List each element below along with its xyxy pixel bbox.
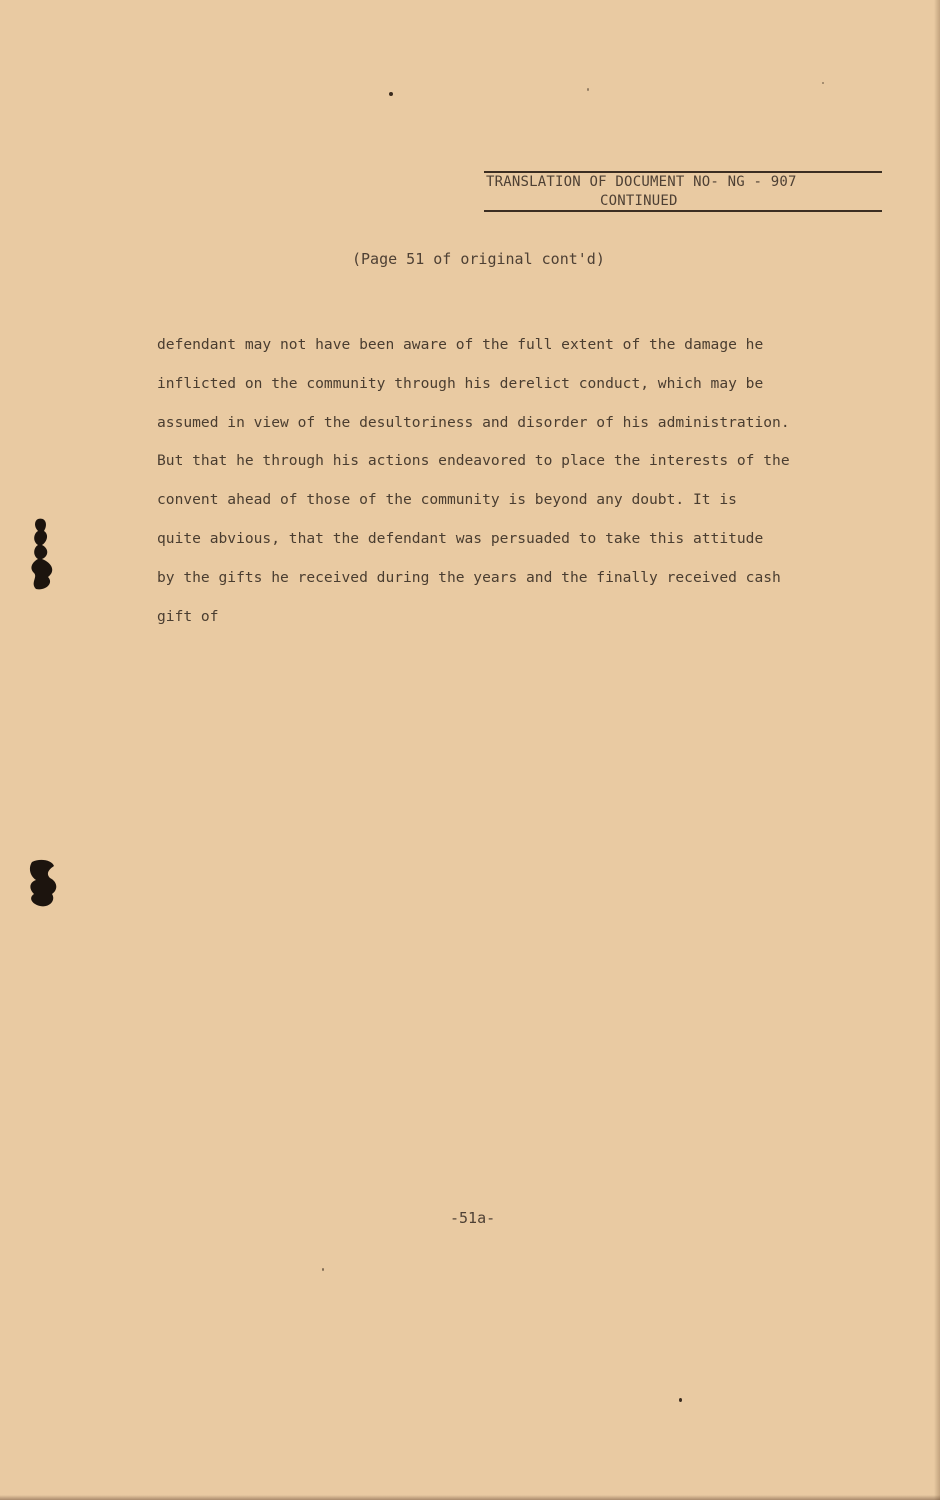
body-line: assumed in view of the desultoriness and disorder of his administration. [157,413,790,431]
paper-speck [587,88,589,91]
body-line: quite abvious, that the defendant was persuaded to take this attitude [157,529,764,547]
header-rule-bottom [484,210,882,212]
paper-speck [679,1398,682,1402]
page-bottom-shadow [0,1495,940,1500]
page-edge-shadow [934,0,940,1500]
body-line: gift of [157,607,219,625]
paper-speck [822,82,824,84]
paper-speck [389,92,393,96]
body-line: defendant may not have been aware of the full extent of the damage he [157,336,764,353]
body-line: convent ahead of those of the community is beyond any doubt. It is [157,491,737,509]
body-paragraph [157,326,857,636]
punch-hole-mark-icon [24,517,64,593]
page-reference: (Page 51 of original cont'd) [352,250,605,268]
document-title: TRANSLATION OF DOCUMENT NO- NG - 907 [486,174,797,190]
body-line: by the gifts he received during the years and the finally received cash [157,568,781,586]
punch-hole-mark-icon [24,858,64,910]
paper-speck [322,1268,324,1271]
page-number: -51a- [450,1209,496,1227]
document-continued-label: CONTINUED [600,193,678,209]
body-line: inflicted on the community through his derelict conduct, which may be [157,374,764,392]
header-rule-top [484,171,882,173]
body-line: But that he through his actions endeavored to place the interests of the [157,452,790,470]
